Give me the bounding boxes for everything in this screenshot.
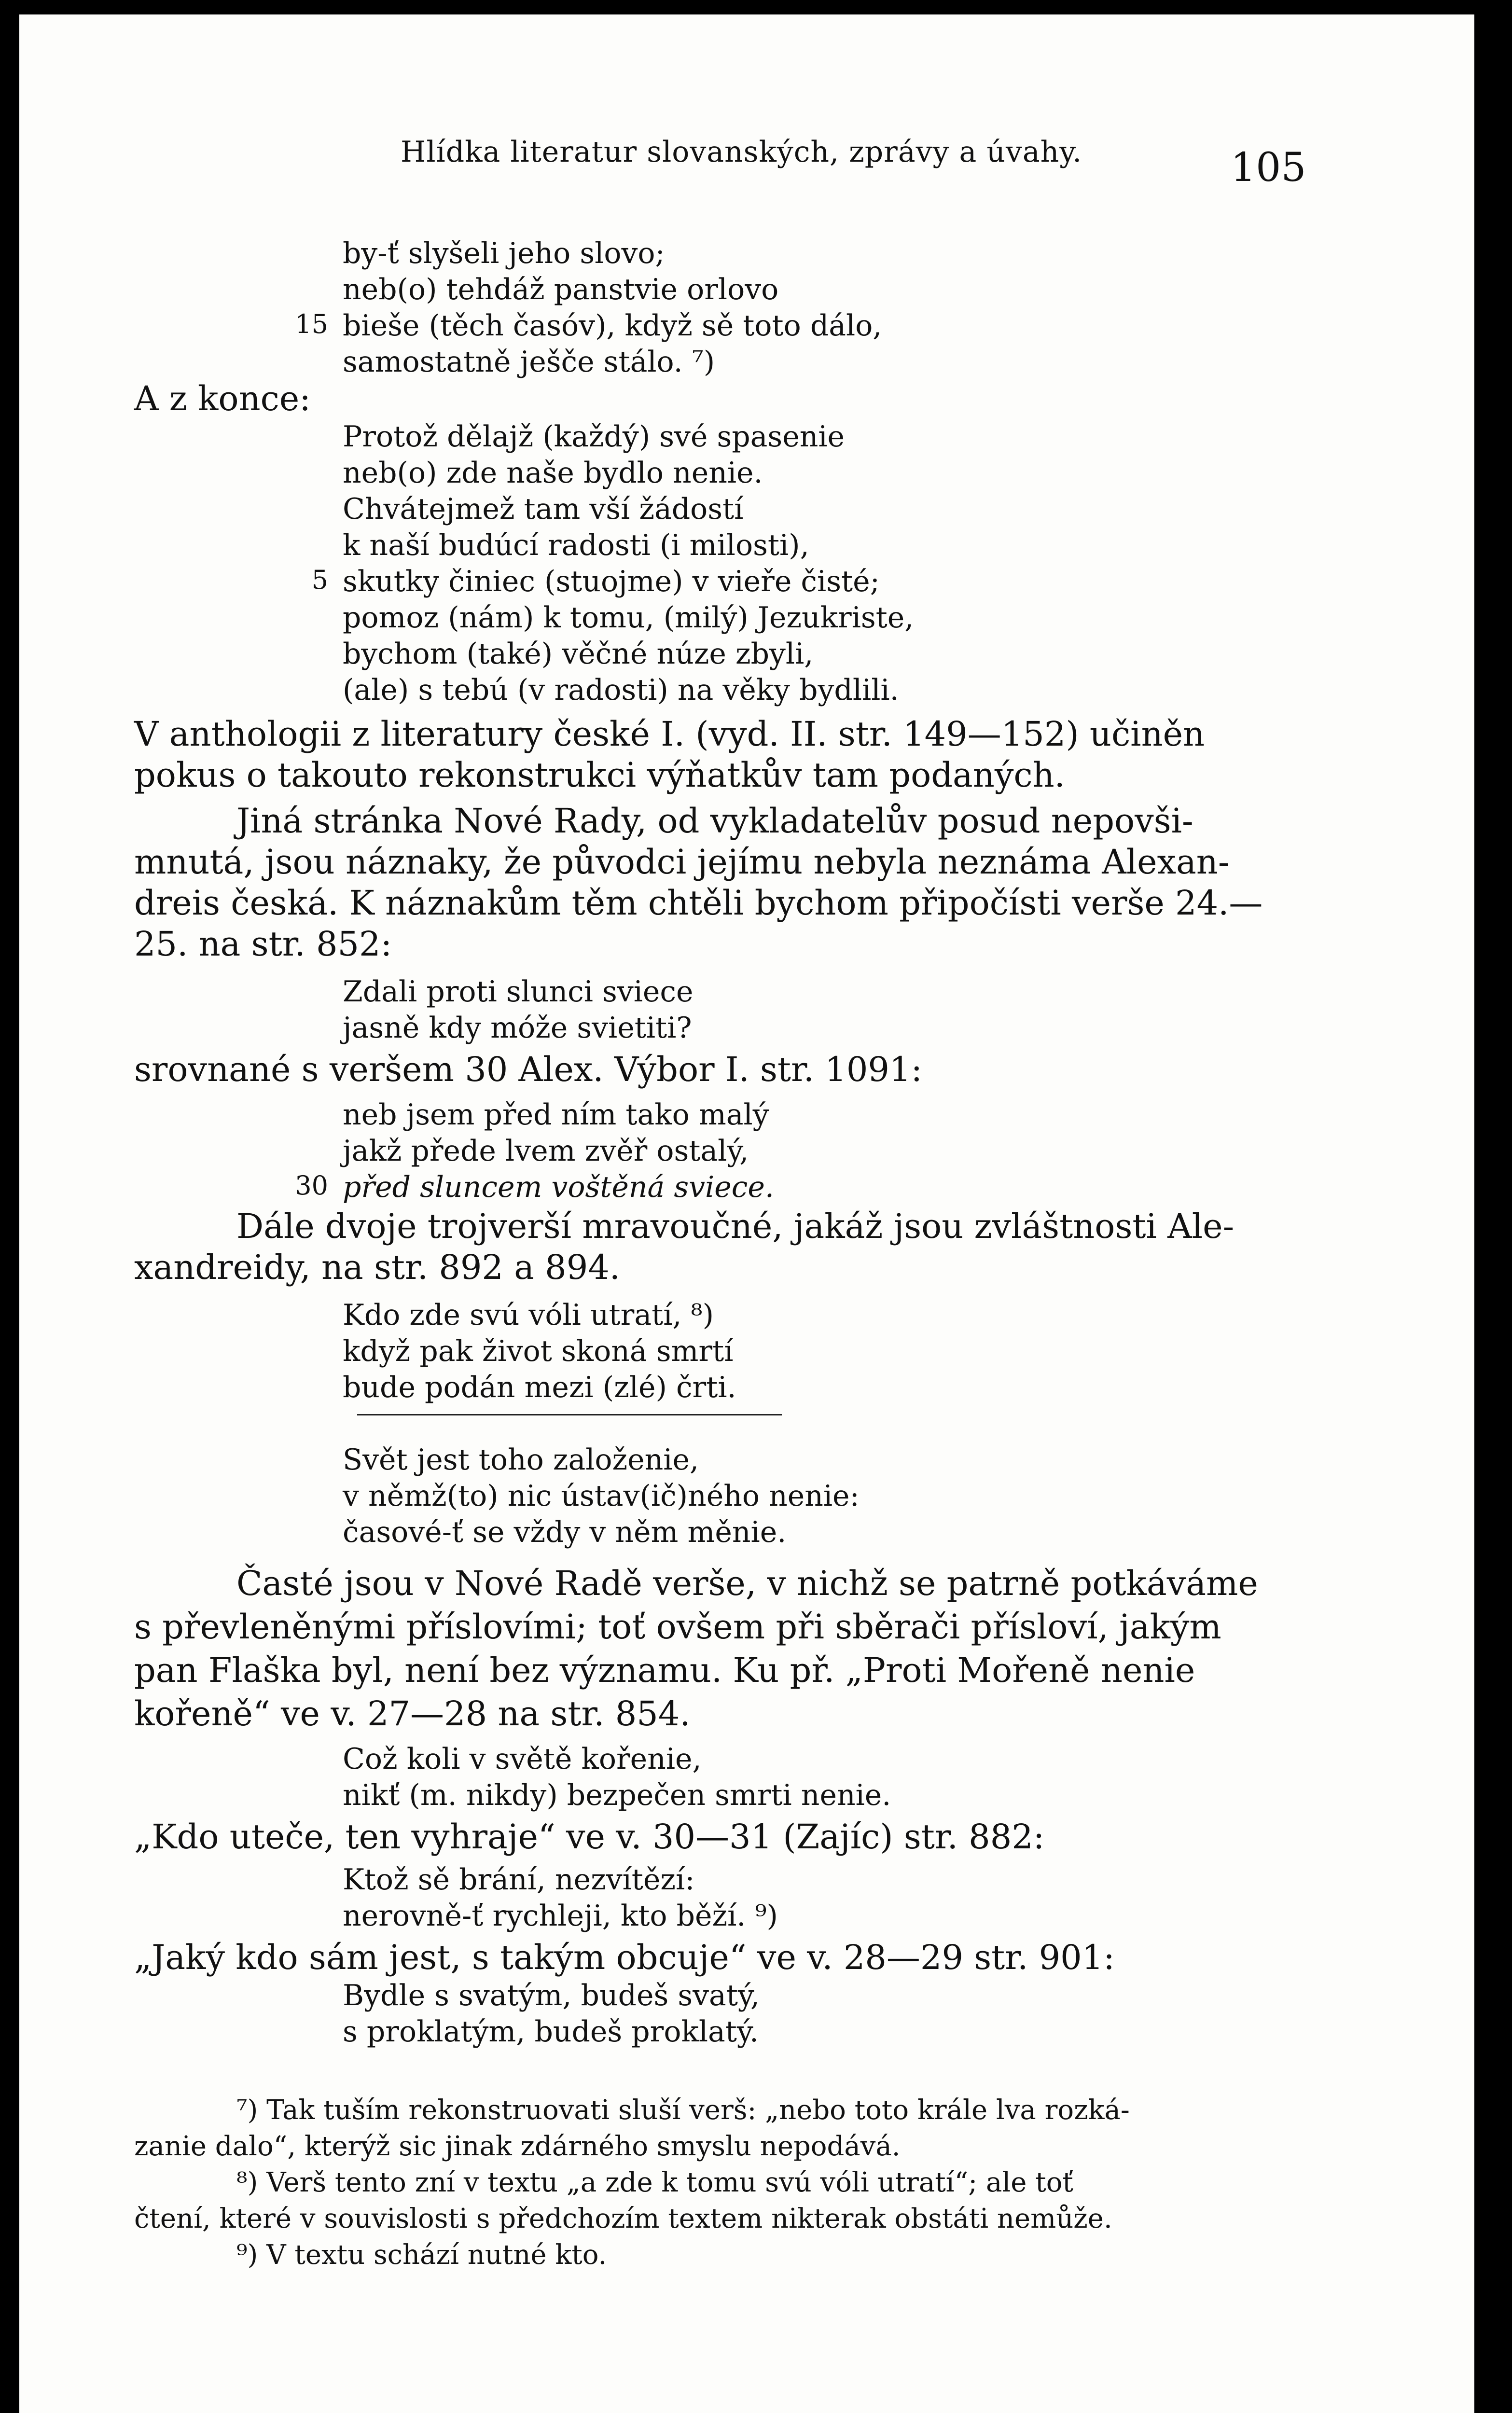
verse-line: jasně kdy móže svietiti? [343,1011,692,1045]
line-number: 5 [311,565,328,595]
footnote-line: ⁹) V textu schází nutné kto. [236,2239,607,2271]
paragraph-line: mnutá, jsou náznaky, že původci jejímu nebyla neznáma Alexan- [134,842,1230,882]
verse-line: nikť (m. nikdy) bezpečen smrti nenie. [343,1778,891,1812]
paragraph-line: pan Flaška byl, není bez významu. Ku př. „Proti Mořeně nenie [134,1650,1195,1690]
line-number: 30 [295,1170,328,1201]
paragraph-line: xandreidy, na str. 892 a 894. [134,1248,621,1287]
footnote-line: zanie dalo“, kterýž sic jinak zdárného smyslu nepodává. [134,2131,901,2162]
paragraph-line: Jiná stránka Nové Rady, od vykladatelův posud nepovši- [236,801,1193,841]
verse-line: Chvátejmež tam vší žádostí [343,492,744,526]
verse-line: by-ť slyšeli jeho slovo; [343,236,665,270]
paragraph-line: kořeně“ ve v. 27—28 na str. 854. [134,1694,691,1733]
paragraph-line: Časté jsou v Nové Radě verše, v nichž se patrně potkáváme [236,1564,1258,1603]
verse-line: časové-ť se vždy v něm měnie. [343,1515,787,1549]
verse-line: nerovně-ť rychleji, kto běží. ⁹) [343,1899,778,1933]
paragraph-line: „Jaký kdo sám jest, s takým obcuje“ ve v. 28—29 str. 901: [134,1938,1115,1977]
verse-line: neb jsem před ním tako malý [343,1098,769,1132]
verse-line: (ale) s tebú (v radosti) na věky bydlili. [343,673,899,707]
paragraph-line: V anthologii z literatury české I. (vyd. II. str. 149—152) učiněn [134,714,1205,754]
verse-line: jakž přede lvem zvěř ostalý, [343,1134,749,1168]
verse-line: bude podán mezi (zlé) črti. [343,1371,736,1404]
footnote-line: ⁷) Tak tuším rekonstruovati sluší verš: „nebo toto krále lva rozká- [236,2094,1130,2126]
page-number: 105 [1231,145,1306,191]
verse-line: neb(o) zde naše bydlo nenie. [343,456,763,490]
verse-line: Svět jest toho založenie, [343,1443,699,1477]
verse-line: Zdali proti slunci sviece [343,975,694,1009]
verse-line: k naší budúcí radosti (i milosti), [343,528,809,562]
paragraph-line: „Kdo uteče, ten vyhraje“ ve v. 30—31 (Zajíc) str. 882: [134,1817,1045,1857]
paragraph-line: Dále dvoje trojverší mravoučné, jakáž jsou zvláštnosti Ale- [236,1206,1235,1246]
paragraph-line: s převleněnými příslovími; toť ovšem při sběrači přísloví, jakým [134,1607,1221,1647]
verse-line: skutky činiec (stuojme) v vieře čisté; [343,565,880,598]
verse-line: s proklatým, budeš proklatý. [343,2015,759,2049]
running-title: Hlídka literatur slovanských, zprávy a úvahy. [401,135,1082,169]
book-page [19,14,1474,2413]
verse-line: před sluncem voštěná sviece. [343,1170,774,1204]
verse-line: pomoz (nám) k tomu, (milý) Jezukriste, [343,601,914,635]
footnote-line: čtení, které v souvislosti s předchozím textem nikterak obstáti nemůže. [134,2203,1112,2234]
verse-line: neb(o) tehdáž panstvie orlovo [343,273,779,306]
verse-line: samostatně ješče stálo. ⁷) [343,345,715,379]
paragraph-line: srovnané s veršem 30 Alex. Výbor I. str. 1091: [134,1050,923,1089]
verse-line: bieše (těch časóv), když sě toto dálo, [343,309,882,343]
footnote-line: ⁸) Verš tento zní v textu „a zde k tomu svú vóli utratí“; ale toť [236,2167,1073,2198]
verse-line: Protož dělajž (každý) své spasenie [343,420,845,454]
verse-line: Což koli v světě kořenie, [343,1742,702,1776]
line-number: 15 [295,309,328,339]
verse-line: Bydle s svatým, budeš svatý, [343,1979,760,2012]
section-label: A z konce: [134,379,311,418]
paragraph-line: dreis česká. K náznakům těm chtěli bychom připočísti verše 24.— [134,883,1263,923]
paragraph-line: pokus o takouto rekonstrukci výňatkův tam podaných. [134,755,1065,795]
paragraph-line: 25. na str. 852: [134,924,392,964]
verse-line: v němž(to) nic ústav(ič)ného nenie: [343,1479,860,1513]
verse-line: bychom (také) věčné núze zbyli, [343,637,814,671]
verse-line: Kdo zde svú vóli utratí, ⁸) [343,1298,714,1332]
verse-line: když pak život skoná smrtí [343,1334,734,1368]
verse-line: Ktož sě brání, nezvítězí: [343,1863,695,1897]
separator-rule [357,1414,782,1415]
